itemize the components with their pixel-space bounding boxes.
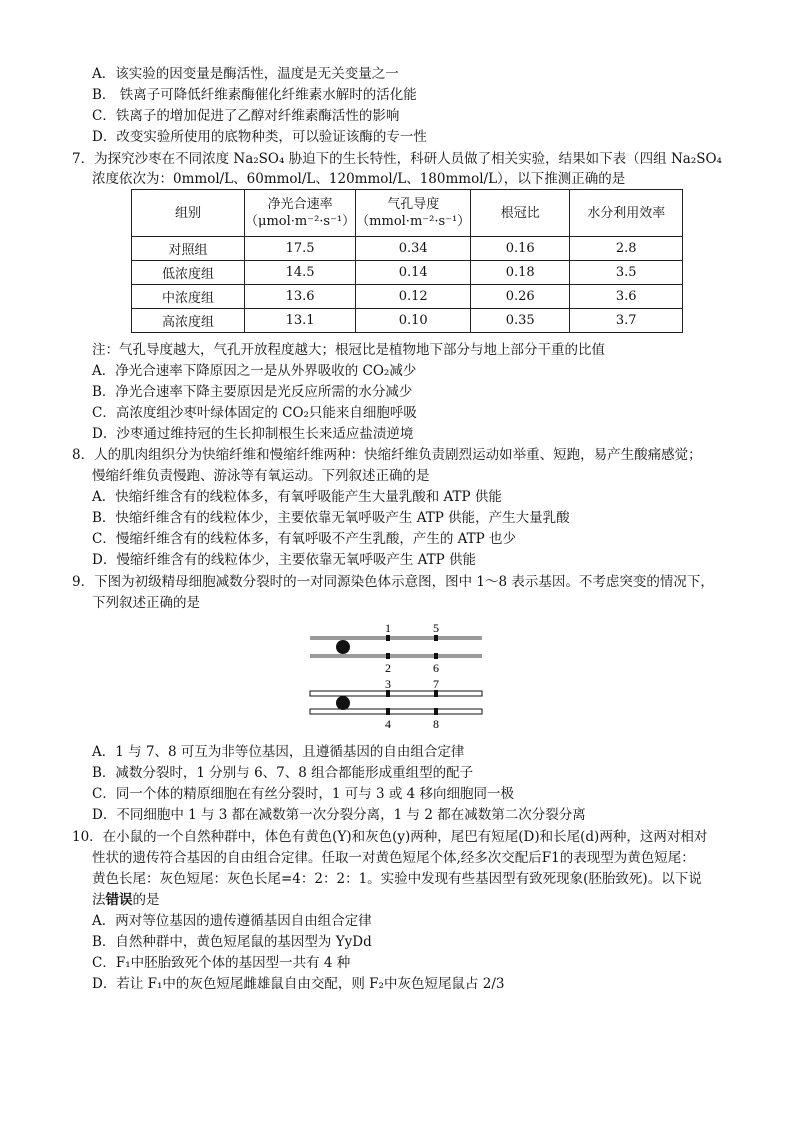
q9-option-b: B．减数分裂时，1 分别与 6、7、8 组合都能形成重组型的配子: [92, 765, 474, 781]
q8-stem-line1: 8．人的肌肉组织分为快缩纤维和慢缩纤维两种：快缩纤维负责剧烈运动如举重、短跑，易产生酸痛感觉；: [72, 447, 702, 463]
table-row: [132, 261, 683, 285]
gene-label-4: 4: [385, 717, 391, 731]
header-stomatal-conductance: 气孔导度 （mmol·m⁻²·s⁻¹）: [356, 190, 471, 237]
gene-marker: [386, 635, 390, 641]
q8-option-b: B．快缩纤维含有的线粒体少，主要依靠无氧呼吸产生 ATP 供能，产生大量乳酸: [92, 510, 570, 526]
q10-option-c: C．F₁中胚胎致死个体的基因型一共有 4 种: [92, 955, 351, 971]
q10-option-b: B．自然种群中，黄色短尾鼠的基因型为 YyDd: [92, 934, 372, 950]
table-header-row: [132, 190, 683, 237]
q8-option-d: D．慢缩纤维含有的线粒体少，主要依靠无氧呼吸产生 ATP 供能: [92, 552, 477, 568]
header-net-photosynthesis: 净光合速率 （μmol·m⁻²·s⁻¹）: [245, 190, 356, 237]
q7-stem-line1: 7．为探究沙枣在不同浓度 Na₂SO₄ 胁迫下的生长特性，科研人员做了相关实验，结果如下表（四组 Na₂SO₄: [72, 151, 722, 167]
table-cell: 3.5: [570, 261, 683, 285]
centromere-icon: [336, 640, 350, 654]
header-group: 组别: [132, 190, 245, 237]
header-root-shoot-ratio: 根冠比: [471, 190, 570, 237]
gene-marker: [386, 690, 390, 697]
gene-label-6: 6: [433, 661, 439, 675]
q9-option-c: C．同一个体的精原细胞在有丝分裂时，1 可与 3 或 4 移向细胞同一极: [92, 786, 515, 802]
table-cell: 14.5: [245, 261, 356, 285]
q10-stem-line3: 黄色长尾：灰色短尾：灰色长尾=4：2：2：1。实验中发现有些基因型有致死现象(胚胎致死)。以下说: [92, 871, 702, 887]
q8-option-c: C．慢缩纤维含有的线粒体多，有氧呼吸不产生乳酸，产生的 ATP 也少: [92, 531, 517, 547]
gene-marker: [434, 635, 438, 641]
q7-option-c: C．高浓度组沙枣叶绿体固定的 CO₂只能来自细胞呼吸: [92, 405, 417, 421]
table-cell: 0.35: [471, 309, 570, 333]
q7-note: 注：气孔导度越大，气孔开放程度越大；根冠比是植物地下部分与地上部分干重的比值: [92, 342, 605, 358]
table-cell: 高浓度组: [132, 309, 245, 333]
q9-option-a: A．1 与 7、8 可互为非等位基因，且遵循基因的自由组合定律: [92, 744, 465, 760]
q7-option-d: D．沙枣通过维持冠的生长抑制根生长来适应盐渍逆境: [92, 426, 414, 442]
q10-option-d: D．若让 F₁中的灰色短尾雌雄鼠自由交配，则 F₂中灰色短尾鼠占 2/3: [92, 976, 505, 992]
table-row: [132, 237, 683, 261]
gene-label-5: 5: [433, 621, 439, 635]
gene-label-1: 1: [385, 621, 391, 635]
table-cell: 低浓度组: [132, 261, 245, 285]
table-cell: 0.10: [356, 309, 471, 333]
table-cell: 2.8: [570, 237, 683, 261]
q10-stem-line2: 性状的遗传符合基因的自由组合定律。任取一对黄色短尾个体,经多次交配后F1的表现型为黄色短尾：: [92, 850, 695, 866]
table-cell: 0.26: [471, 285, 570, 309]
table-cell: 中浓度组: [132, 285, 245, 309]
gene-label-3: 3: [385, 677, 391, 691]
header-water-use-efficiency: 水分利用效率: [570, 190, 683, 237]
q7-option-b: B．净光合速率下降主要原因是光反应所需的水分减少: [92, 384, 413, 400]
q7-option-a: A．净光合速率下降原因之一是从外界吸收的 CO₂减少: [92, 363, 417, 379]
gene-marker: [386, 708, 390, 715]
chromatid-2: [310, 654, 482, 658]
gene-marker: [434, 653, 438, 659]
table-cell: 对照组: [132, 237, 245, 261]
q10-stem-line1: 10．在小鼠的一个自然种群中，体色有黄色(Y)和灰色(y)两种，尾巴有短尾(D)和长尾(d)两种，这两对相对: [72, 829, 708, 845]
table-row: [132, 309, 683, 333]
q9-option-d: D．不同细胞中 1 与 3 都在减数第一次分裂分离，1 与 2 都在减数第二次分裂分离: [92, 807, 586, 823]
table-cell: 0.12: [356, 285, 471, 309]
table-cell: 3.7: [570, 309, 683, 333]
q10-stem-line4: 法错误的是: [92, 892, 160, 908]
emphasis-wrong: 错误: [105, 892, 133, 908]
table-cell: 0.16: [471, 237, 570, 261]
q7-data-table: [131, 189, 683, 333]
q7-stem-line2: 浓度依次为：0mmol/L、60mmol/L、120mmol/L、180mmol/L），以下推测正确的是: [92, 171, 626, 187]
q8-option-a: A．快缩纤维含有的线粒体多，有氧呼吸能产生大量乳酸和 ATP 供能: [92, 489, 502, 505]
chromatid-4: [310, 709, 482, 714]
homologous-chromosome-diagram: [300, 618, 500, 736]
table-cell: 0.34: [356, 237, 471, 261]
gene-marker: [434, 708, 438, 715]
table-cell: 0.14: [356, 261, 471, 285]
centromere-icon: [336, 696, 350, 710]
gene-marker: [386, 653, 390, 659]
gene-label-2: 2: [385, 661, 391, 675]
q9-stem-line2: 下列叙述正确的是: [92, 595, 200, 611]
q8-stem-line2: 慢缩纤维负责慢跑、游泳等有氧运动。下列叙述正确的是: [92, 468, 430, 484]
table-cell: 17.5: [245, 237, 356, 261]
gene-label-7: 7: [433, 677, 439, 691]
gene-label-8: 8: [433, 717, 439, 731]
table-cell: 13.6: [245, 285, 356, 309]
table-cell: 0.18: [471, 261, 570, 285]
prev-option-b: B． 铁离子可降低纤维素酶催化纤维素水解时的活化能: [92, 87, 417, 103]
table-cell: 3.6: [570, 285, 683, 309]
chromatid-3: [310, 691, 482, 696]
prev-option-c: C．铁离子的增加促进了乙醇对纤维素酶活性的影响: [92, 108, 400, 124]
gene-marker: [434, 690, 438, 697]
q10-option-a: A．两对等位基因的遗传遵循基因自由组合定律: [92, 913, 372, 929]
table-row: [132, 285, 683, 309]
chromatid-1: [310, 636, 482, 640]
prev-option-d: D．改变实验所使用的底物种类，可以验证该酶的专一性: [92, 129, 427, 145]
prev-option-a: A．该实验的因变量是酶活性，温度是无关变量之一: [92, 66, 399, 82]
q9-stem-line1: 9．下图为初级精母细胞减数分裂时的一对同源染色体示意图，图中 1～8 表示基因。不考虑突变的情况下，: [72, 574, 714, 590]
table-cell: 13.1: [245, 309, 356, 333]
